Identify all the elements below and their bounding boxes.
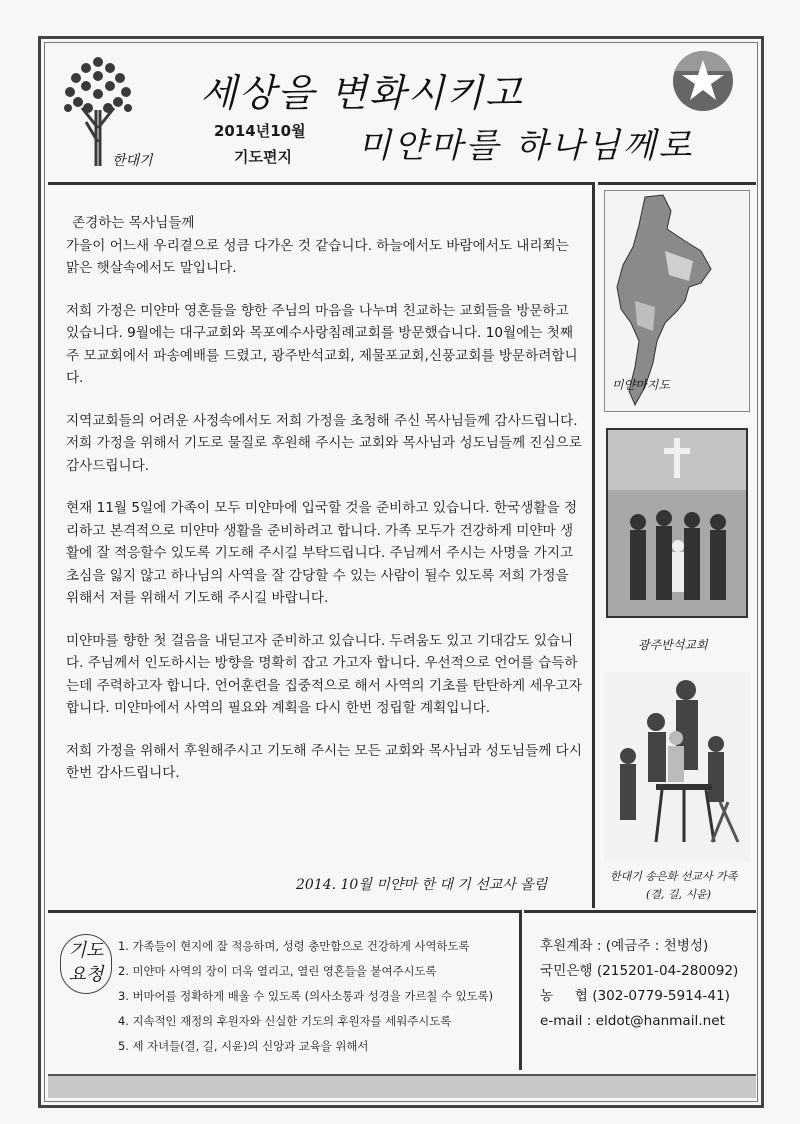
signature: 한대기 [112,153,153,169]
church-group-image [608,430,748,618]
paragraph-4: 현재 11월 5일에 가족이 모두 미얀마에 입국할 것을 준비하고 있습니다. 한국생활을 정리하고 본격적으로 미얀마 생활을 준비하려고 합니다. 가족 모두가 건강하게 미얀마 생활에 잘 적응할수 있도록 기도해 주시길 부탁드립니다. 주님께서 주시는 사명을 가지고 초심을 잃지 않고 하나님의 사역을 잘 감당할 수 있는 사람이 될수 있도록 저희 가정을 위해서 저를 위해서 기도해 주시길 바랍니다. [66,500,578,606]
letter-date: 2014년10월 [214,122,306,140]
prayer-item-1: 1. 가족들이 현지에 잘 적응하며, 성령 충만함으로 건강하게 사역하도록 [118,939,470,953]
closing-line: 2014. 10월 미얀마 한 대 기 선교사 올림 [296,877,548,893]
church-photo [606,428,748,618]
prayer-tag [60,934,112,994]
doc-type: 기도편지 [234,148,292,166]
title-line-1: 세상을 변화시키고 [200,71,524,115]
prayer-tag-line-2: 요청 [68,964,104,985]
family-image [604,672,750,862]
star-badge-icon [672,50,734,112]
church-caption: 광주반석교회 [638,638,708,652]
prayer-item-2: 2. 미얀마 사역의 장이 더욱 열리고, 열린 영혼들을 붙여주시도록 [118,964,437,978]
account-bank-2: 농 협 (302-0779-5914-41) [540,988,730,1004]
family-caption-2: (결, 길, 시윤) [646,888,712,901]
paragraph-6: 저희 가정을 위해서 후원해주시고 기도해 주시는 모든 교회와 목사님과 성도님들께 다시 한번 감사드립니다. [66,742,582,781]
account-email: e-mail : eldot@hanmail.net [540,1013,725,1029]
account-label: 후원계좌 : (예금주 : 천병성) [540,938,709,954]
prayer-list [118,934,493,1059]
paragraph-5: 미얀마를 향한 첫 걸음을 내딛고자 준비하고 있습니다. 두려움도 있고 기대감도 있습니다. 주님께서 인도하시는 방향을 명확히 잡고 가고자 합니다. 우선적으로 언어를 습득하는데 주력하고자 합니다. 언어훈련을 집중적으로 해서 사역의 기초를 탄탄하게 세우고자 합니다. 미얀마에서 사역의 필요와 계획을 다시 한번 정립할 계획입니다. [66,632,582,716]
map-caption: 미얀마지도 [612,378,670,392]
family-caption-1: 한대기 송은화 선교사 가족 [610,870,738,883]
greeting: 존경하는 목사님들께 [72,215,195,231]
prayer-item-4: 4. 지속적인 재정의 후원자와 신실한 기도의 후원자를 세워주시도록 [118,1014,452,1028]
prayer-tag-line-1: 기도 [68,940,104,961]
family-photo [604,672,750,862]
prayer-item-3: 3. 버마어를 정확하게 배울 수 있도록 (의사소통과 성경을 가르칠 수 있도록) [118,989,494,1003]
prayer-item-5: 5. 세 자녀들(결, 길, 시윤)의 신앙과 교육을 위해서 [118,1039,369,1053]
bottom-band [48,1074,756,1098]
account-bank-1: 국민은행 (215201-04-280092) [540,963,739,979]
paragraph-1: 가을이 어느새 우리곁으로 성큼 다가온 것 같습니다. 하늘에서도 바람에서도 내리쬐는 맑은 햇살속에서도 말입니다. [66,237,569,276]
account-info [540,934,738,1034]
title-line-2: 미얀마를 하나님께로 [358,126,695,166]
letter-body [66,212,586,805]
paragraph-3: 지역교회들의 어려운 사정속에서도 저희 가정을 초청해 주신 목사님들께 감사드립니다. 저희 가정을 위해서 기도로 물질로 후원해 주시는 교회와 목사님과 성도님들께 진심으로 감사드립니다. [66,412,582,474]
paragraph-2: 저희 가정은 미얀마 영혼들을 향한 주님의 마음을 나누며 친교하는 교회들을 방문하고 있습니다. 9월에는 대구교회와 목포예수사랑침례교회를 방문했습니다. 10월에는 첫째주 모교회에서 파송예배를 드렸고, 광주반석교회, 제물포교회,신풍교회를 방문하려합니다. [66,302,578,386]
